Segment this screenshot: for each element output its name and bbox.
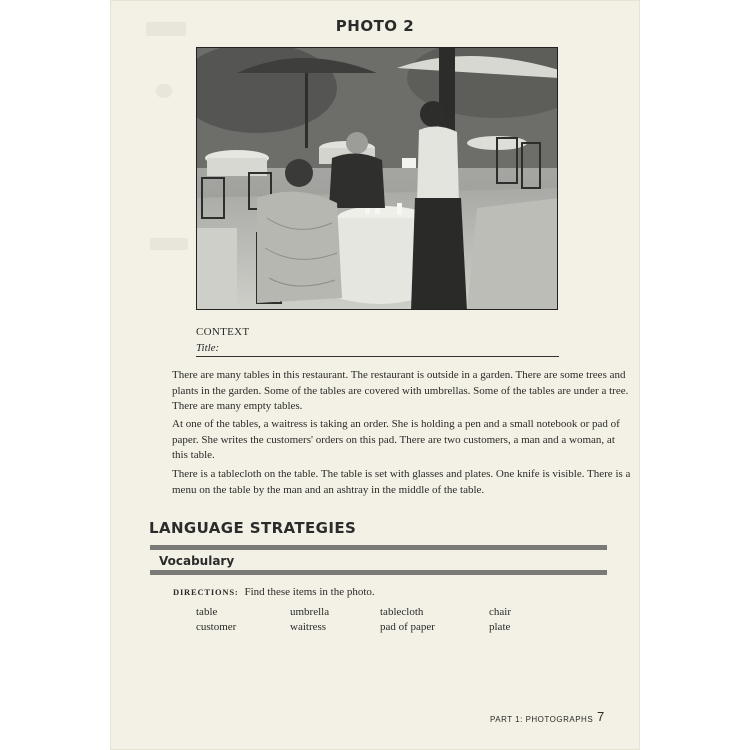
show-through-text xyxy=(156,84,172,98)
context-label: CONTEXT xyxy=(196,326,250,338)
section-rule-bottom xyxy=(150,570,607,575)
show-through-text xyxy=(150,238,188,250)
vocab-word: tablecloth xyxy=(380,606,424,618)
vocab-word: pad of paper xyxy=(380,621,435,633)
paragraph-3: There is a tablecloth on the table. The table is set with glasses and plates. One knife is visible. There is a menu on the table by the man and an ashtray in the middle of the table. xyxy=(172,468,631,496)
book-page xyxy=(110,0,640,750)
page-number: 7 xyxy=(597,709,605,724)
paragraph-1: There are many tables in this restaurant. The restaurant is outside in a garden. There are some trees and plants in the garden. Some of the tables are covered with umbrellas. Some of the tables are under a tree. There are many empty tables. xyxy=(172,369,629,412)
vocab-word: chair xyxy=(489,606,511,618)
footer-section-label: PART 1: PHOTOGRAPHS xyxy=(490,715,594,724)
directions-text: Find these items in the photo. xyxy=(244,586,375,598)
directions-label: DIRECTIONS: xyxy=(173,587,239,597)
section-rule-top xyxy=(150,545,607,550)
title-answer-line xyxy=(196,356,559,357)
section-heading: LANGUAGE STRATEGIES xyxy=(149,519,357,537)
vocab-word: customer xyxy=(196,621,237,633)
photo-heading: PHOTO 2 xyxy=(335,17,415,35)
vocab-word: table xyxy=(196,606,218,618)
vocabulary-list xyxy=(196,606,536,638)
paragraph-2: At one of the tables, a waitress is taking an order. She is holding a pen and a small notebook or pad of paper. She writes the customers' orders on this pad. There are two customers, a man and a woman, at this table. xyxy=(172,418,620,461)
directions xyxy=(173,586,375,598)
vocab-word: plate xyxy=(489,621,511,633)
vocab-word: waitress xyxy=(290,621,327,633)
vocabulary-heading: Vocabulary xyxy=(159,554,235,568)
restaurant-photo xyxy=(196,47,558,310)
vocab-word: umbrella xyxy=(290,606,330,618)
title-label: Title: xyxy=(196,342,220,354)
